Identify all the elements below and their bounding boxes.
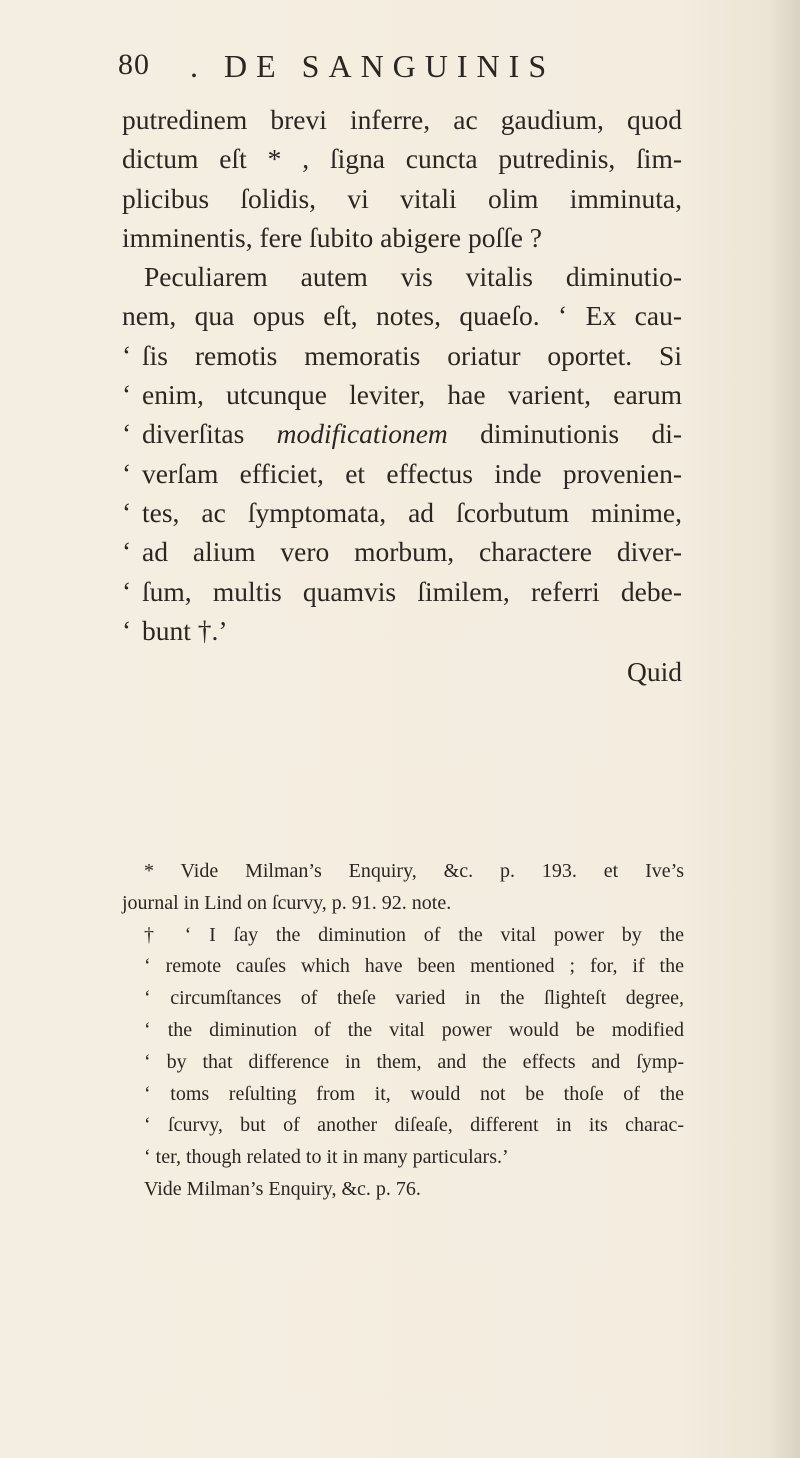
quote-mark: ‘ (122, 575, 132, 607)
footnote-line: ‘ ter, though related to it in many particulars.’ (144, 1146, 509, 1169)
text-line (122, 336, 682, 375)
page-number: 80 (118, 48, 150, 81)
text-line: nem, qua opus eſt, notes, quaeſo. ‘ Ex cau- (122, 300, 682, 332)
text-line (122, 611, 682, 650)
page-header (118, 48, 678, 88)
text-line: Peculiarem autem vis vitalis diminutio- (144, 261, 682, 293)
text-line-content: enim, utcunque leviter, hae varient, earum (142, 379, 682, 411)
footnote-line: Vide Milman’s Enquiry, &c. p. 76. (144, 1177, 421, 1200)
footnote-line: ‘ remote cauſes which have been mentioned ; for, if the (144, 955, 684, 978)
footnote-line: ‘ by that difference in them, and the effects and ſymp- (144, 1050, 684, 1073)
text-segment: diverſitas (142, 418, 245, 450)
text-line-content: tes, ac ſymptomata, ad ſcorbutum minime, (142, 496, 682, 528)
text-line (122, 454, 682, 493)
footnote-line: * Vide Milman’s Enquiry, &c. p. 193. et Ive’s (144, 860, 684, 882)
text-line: dictum eſt * , ſigna cuncta putredinis, ſim- (122, 143, 682, 175)
text-line-content: ſum, multis quamvis ſimilem, referri debe- (142, 575, 682, 607)
text-line-content: bunt †.’ (142, 614, 228, 646)
quote-mark: ‘ (122, 614, 132, 646)
text-line (122, 375, 682, 414)
text-line (122, 414, 682, 453)
main-text (122, 100, 682, 691)
quote-mark: ‘ (122, 496, 132, 528)
footnote-line: ‘ ſcurvy, but of another diſeaſe, different in its charac- (144, 1114, 684, 1137)
running-head: . DE SANGUINIS (190, 48, 556, 84)
footnote-line: ‘ the diminution of the vital power would be modified (144, 1018, 684, 1041)
quote-mark: ‘ (122, 339, 132, 371)
footnotes (122, 856, 684, 1206)
footnote-line: journal in Lind on ſcurvy, p. 91. 92. note. (122, 891, 452, 914)
footnote-line: † ‘ I ſay the diminution of the vital power by the (144, 923, 684, 946)
footnote-line: ‘ toms reſulting from it, would not be thoſe of the (144, 1082, 684, 1105)
text-line (122, 493, 682, 532)
quote-mark: ‘ (122, 418, 132, 450)
text-line: imminentis, fere ſubito abigere poſſe ? (122, 221, 543, 253)
text-line-content: ad alium vero morbum, charactere diver- (142, 536, 682, 568)
text-line: plicibus ſolidis, vi vitali olim imminuta, (122, 182, 682, 214)
text-line: putredinem brevi inferre, ac gaudium, quod (122, 104, 682, 135)
italic-term: modificationem (276, 418, 448, 450)
quote-mark: ‘ (122, 379, 132, 411)
quote-mark: ‘ (122, 457, 132, 489)
text-segment: diminutionis di- (480, 418, 683, 450)
catchword: Quid (627, 656, 682, 688)
text-line (122, 532, 682, 571)
footnote-line: ‘ circumſtances of theſe varied in the ſlighteſt degree, (144, 987, 684, 1010)
text-line-content: verſam efficiet, et effectus inde provenien- (142, 457, 682, 489)
text-line-content: ſis remotis memoratis oriatur oportet. Si (142, 339, 682, 371)
text-line (122, 572, 682, 611)
quote-mark: ‘ (122, 536, 132, 568)
